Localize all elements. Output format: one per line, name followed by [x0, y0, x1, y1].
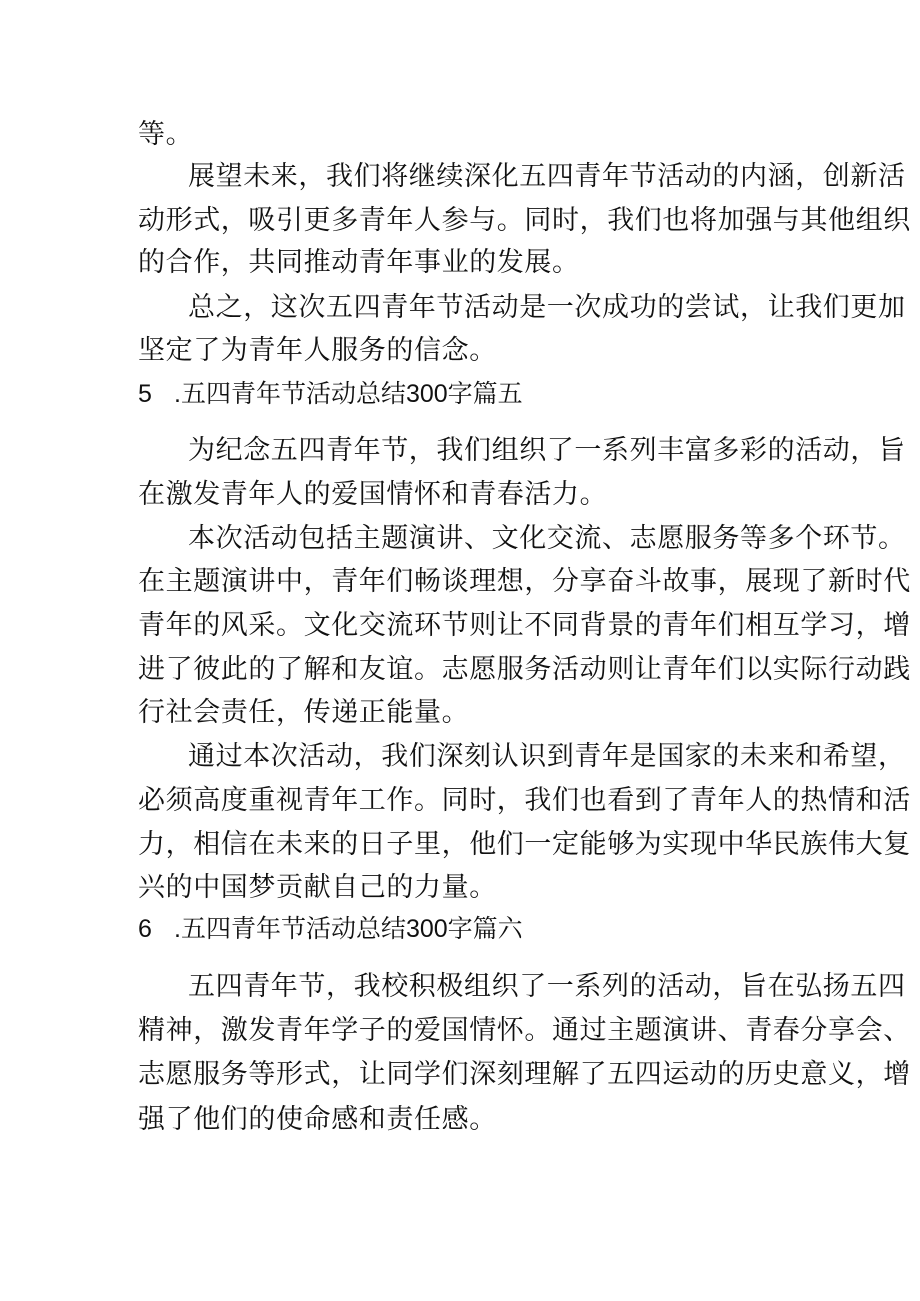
paragraph-line: 进了彼此的了解和友谊。志愿服务活动则让青年们以实际行动践: [138, 654, 911, 685]
paragraph-line: 志愿服务等形式，让同学们深刻理解了五四运动的历史意义，增: [138, 1059, 911, 1090]
paragraph-line: 兴的中国梦贡献自己的力量。: [138, 872, 497, 903]
section-number: 5: [138, 380, 152, 408]
paragraph-line: 总之，这次五四青年节活动是一次成功的尝试，让我们更加: [188, 292, 906, 323]
paragraph-line: 行社会责任，传递正能量。: [138, 697, 470, 728]
paragraph-line: 青年的风采。文化交流环节则让不同背景的青年们相互学习，增: [138, 610, 911, 641]
section-number: 6: [138, 915, 152, 943]
paragraph-line: 必须高度重视青年工作。同时，我们也看到了青年人的热情和活: [138, 785, 911, 816]
paragraph-line: 力，相信在未来的日子里，他们一定能够为实现中华民族伟大复: [138, 829, 911, 860]
section-heading-5: [138, 377, 523, 411]
paragraph-line: 在激发青年人的爱国情怀和青春活力。: [138, 479, 608, 510]
section-title: .五四青年节活动总结300字篇六: [174, 915, 523, 943]
section-heading-6: [138, 912, 523, 946]
paragraph-line: 通过本次活动，我们深刻认识到青年是国家的未来和希望，: [188, 741, 906, 772]
paragraph-line: 强了他们的使命感和责任感。: [138, 1104, 497, 1135]
paragraph-line: 等。: [138, 119, 194, 150]
paragraph-line: 的合作，共同推动青年事业的发展。: [138, 247, 580, 278]
paragraph-line: 本次活动包括主题演讲、文化交流、志愿服务等多个环节。: [188, 523, 906, 554]
paragraph-line: 动形式，吸引更多青年人参与。同时，我们也将加强与其他组织: [138, 205, 911, 236]
section-title: .五四青年节活动总结300字篇五: [174, 380, 523, 408]
paragraph-line: 精神，激发青年学子的爱国情怀。通过主题演讲、青春分享会、: [138, 1015, 911, 1046]
paragraph-line: 坚定了为青年人服务的信念。: [138, 335, 497, 366]
paragraph-line: 在主题演讲中，青年们畅谈理想，分享奋斗故事，展现了新时代: [138, 566, 911, 597]
paragraph-line: 为纪念五四青年节，我们组织了一系列丰富多彩的活动，旨: [188, 435, 906, 466]
paragraph-line: 展望未来，我们将继续深化五四青年节活动的内涵，创新活: [188, 161, 906, 192]
paragraph-line: 五四青年节，我校积极组织了一系列的活动，旨在弘扬五四: [188, 971, 906, 1002]
